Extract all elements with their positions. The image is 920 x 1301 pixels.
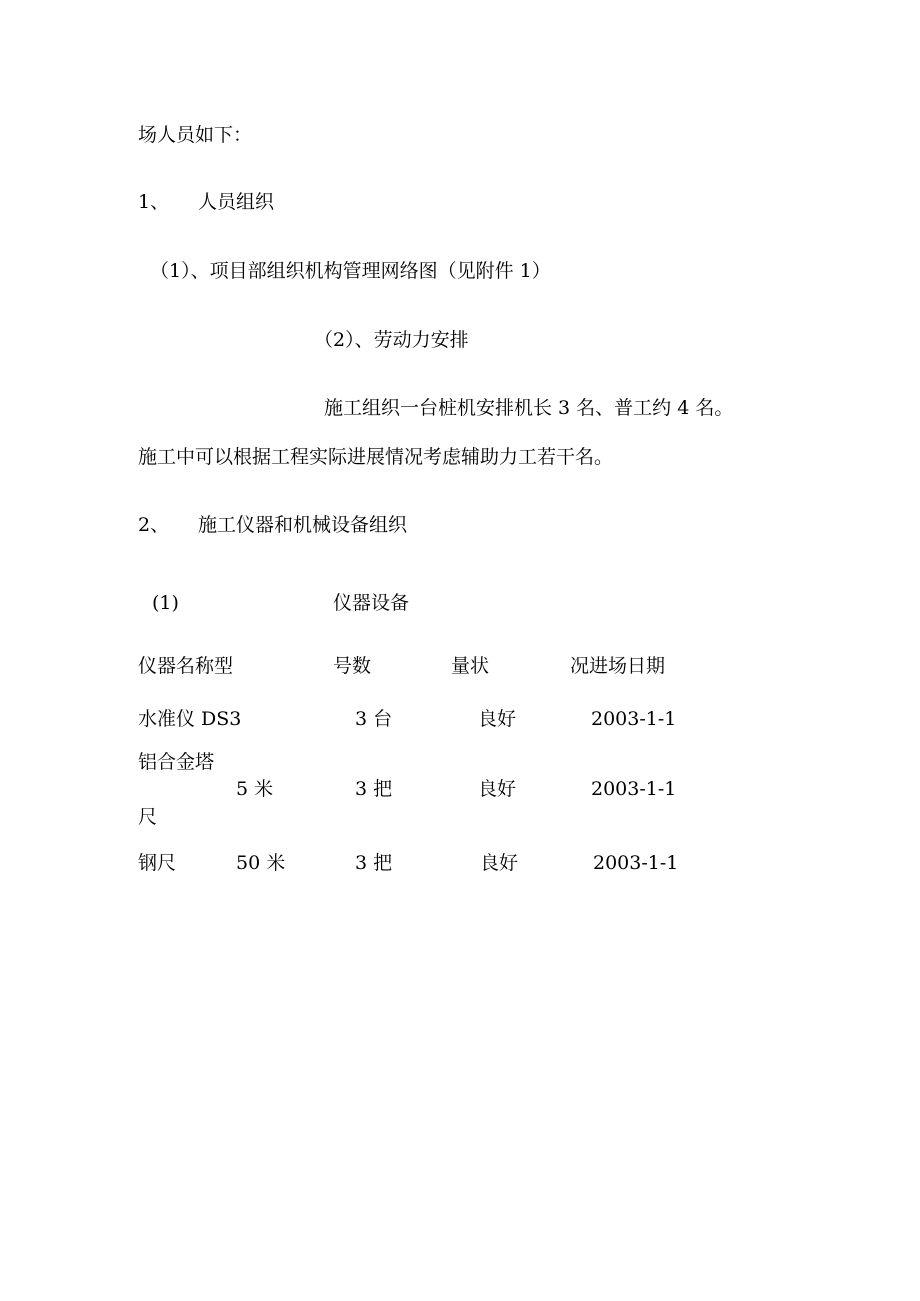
table-header-cell: 况进场日期 [570,655,666,677]
section-1-item-2: （2）、劳动力安排 [314,329,469,351]
equipment-status: 良好 [480,852,519,874]
equipment-status: 良好 [478,778,517,800]
subsection-number: (1) [152,592,179,614]
equipment-spec: 5 米 [236,778,274,800]
equipment-spec: 50 米 [236,852,286,874]
section-2-number: 2、 [138,514,170,536]
equipment-name-line-2: 尺 [138,806,158,828]
section-1-item-1: （1）、项目部组织机构管理网络图（见附件 1） [150,260,551,282]
equipment-status: 良好 [478,708,517,730]
equipment-name-line-1: 铝合金塔 [138,751,215,773]
equipment-qty: 3 台 [355,708,393,730]
section-1-title: 人员组织 [198,191,275,213]
section-2-title: 施工仪器和机械设备组织 [198,514,408,536]
subsection-title: 仪器设备 [333,592,410,614]
table-header-cell: 量状 [451,655,490,677]
intro-line: 场人员如下： [138,124,253,146]
table-header-cell: 号数 [333,655,372,677]
labor-paragraph-2: 施工中可以根据工程实际进展情况考虑辅助力工若干名。 [138,446,614,468]
equipment-date: 2003-1-1 [591,778,677,800]
labor-paragraph-1: 施工组织一台桩机安排机长 3 名、普工约 4 名。 [324,397,734,419]
table-header-cell: 仪器名称型 [138,655,234,677]
equipment-date: 2003-1-1 [593,852,679,874]
equipment-date: 2003-1-1 [591,708,677,730]
equipment-name: 水准仪 DS3 [138,708,242,730]
equipment-name: 钢尺 [138,852,177,874]
section-1-number: 1、 [138,191,170,213]
equipment-qty: 3 把 [355,778,393,800]
equipment-qty: 3 把 [355,852,393,874]
